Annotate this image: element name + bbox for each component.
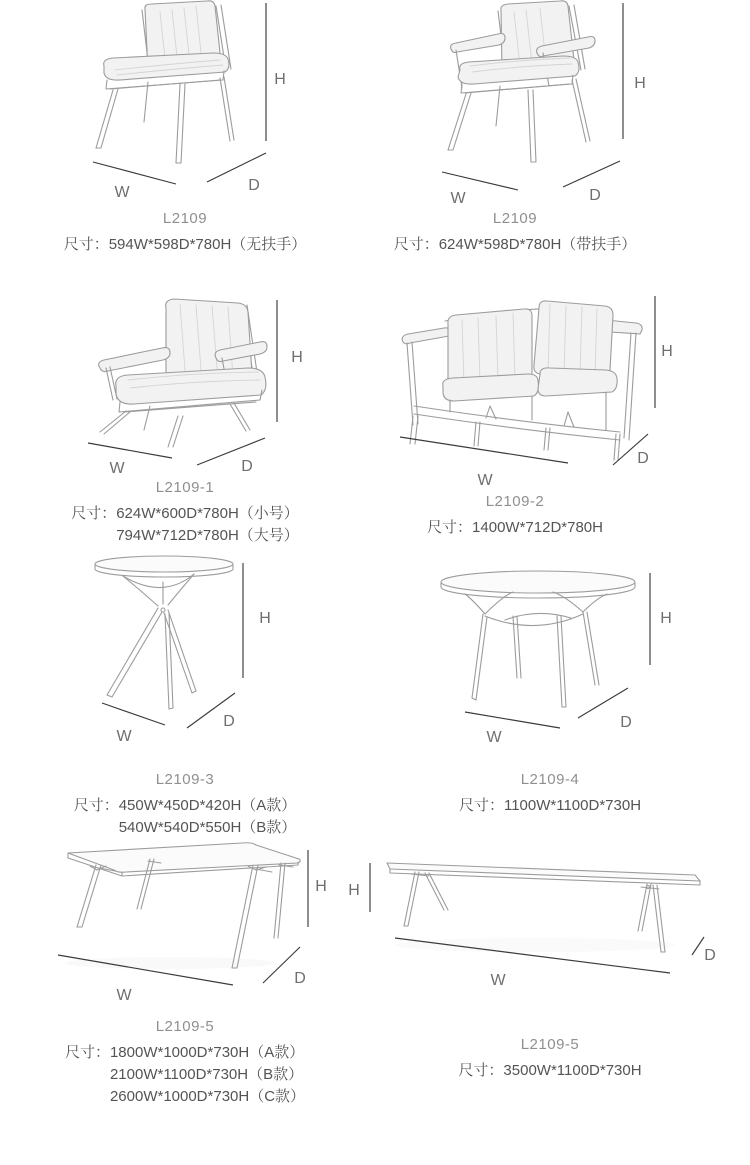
product-caption — [20, 1018, 350, 1108]
width-label: W — [114, 184, 130, 201]
dining-table-illustration — [20, 835, 350, 1020]
width-label: W — [109, 460, 125, 477]
width-label: W — [477, 472, 493, 489]
product-model: L2109 — [162, 210, 208, 227]
product-size — [20, 234, 350, 256]
height-label: H — [274, 71, 286, 88]
size-value: 450W*450D*420H（A款） — [118, 797, 297, 814]
lounge-chair-illustration — [20, 280, 350, 490]
depth-label: D — [294, 970, 306, 987]
size-prefix: 尺寸： — [64, 1044, 110, 1061]
depth-label: D — [589, 187, 601, 204]
depth-label: D — [620, 714, 632, 731]
size-value: 624W*600D*780H（小号） — [116, 505, 299, 522]
size-prefix: 尺寸： — [427, 519, 473, 536]
width-label: W — [116, 728, 132, 745]
width-line — [442, 172, 518, 190]
depth-line — [197, 438, 265, 465]
size-value: 1100W*1100D*730H — [503, 797, 642, 814]
depth-label: D — [223, 713, 235, 730]
size-value: 624W*598D*780H（带扶手） — [438, 236, 637, 253]
width-label: W — [490, 972, 506, 989]
width-line — [93, 162, 176, 184]
product-caption — [385, 771, 715, 817]
size-prefix: 尺寸： — [393, 236, 439, 253]
depth-label: D — [637, 450, 649, 467]
depth-line — [563, 161, 620, 187]
product-caption — [20, 771, 350, 839]
height-label: H — [348, 882, 360, 899]
side-table-illustration — [20, 550, 350, 760]
depth-label: D — [704, 947, 716, 964]
product-model: L2109-5 — [520, 1036, 580, 1053]
product-model: L2109 — [492, 210, 538, 227]
size-prefix: 尺寸： — [63, 236, 109, 253]
width-line — [400, 437, 568, 463]
product-size — [385, 795, 715, 817]
height-label: H — [259, 610, 271, 627]
height-label: H — [660, 610, 672, 627]
size-value: 3500W*1100D*730H — [503, 1062, 642, 1079]
size-prefix: 尺寸： — [458, 1062, 504, 1079]
size-value: 1400W*712D*780H — [472, 519, 603, 536]
product-caption — [20, 479, 350, 547]
height-label: H — [661, 343, 673, 360]
product-size — [350, 234, 680, 256]
product-caption — [350, 210, 680, 256]
product-model: L2109-1 — [155, 479, 215, 496]
sofa-illustration — [350, 280, 680, 490]
height-label: H — [315, 878, 327, 895]
size-value: 540W*540D*550H（B款） — [118, 819, 297, 836]
product-size — [20, 503, 350, 547]
size-value: 794W*712D*780H（大号） — [116, 527, 299, 544]
size-value: 594W*598D*780H（无扶手） — [108, 236, 307, 253]
width-label: W — [450, 190, 466, 207]
depth-label: D — [248, 177, 260, 194]
product-size — [350, 517, 680, 539]
height-label: H — [291, 349, 303, 366]
round-table-illustration — [385, 550, 715, 760]
side-chair-illustration — [20, 0, 350, 210]
width-label: W — [486, 729, 502, 746]
product-size — [20, 795, 350, 839]
size-value: 2100W*1100D*730H（B款） — [109, 1066, 304, 1083]
height-label: H — [634, 75, 646, 92]
size-value: 1800W*1000D*730H（A款） — [109, 1044, 305, 1061]
width-label: W — [116, 987, 132, 1004]
product-model: L2109-4 — [520, 771, 580, 788]
size-prefix: 尺寸： — [458, 797, 504, 814]
width-line — [88, 443, 172, 458]
product-caption — [20, 210, 350, 256]
long-table-illustration — [348, 835, 716, 1035]
width-line — [102, 703, 165, 725]
depth-label: D — [241, 458, 253, 475]
product-model: L2109-5 — [155, 1018, 215, 1035]
size-prefix: 尺寸： — [73, 797, 119, 814]
depth-line — [692, 937, 704, 955]
product-size — [20, 1042, 350, 1108]
product-model: L2109-2 — [485, 493, 545, 510]
size-prefix: 尺寸： — [71, 505, 117, 522]
product-model: L2109-3 — [155, 771, 215, 788]
product-caption — [385, 1036, 715, 1082]
product-caption — [350, 493, 680, 539]
width-line — [465, 712, 560, 728]
product-size — [385, 1060, 715, 1082]
size-value: 2600W*1000D*730H（C款） — [109, 1088, 306, 1105]
armchair-illustration — [350, 0, 680, 210]
